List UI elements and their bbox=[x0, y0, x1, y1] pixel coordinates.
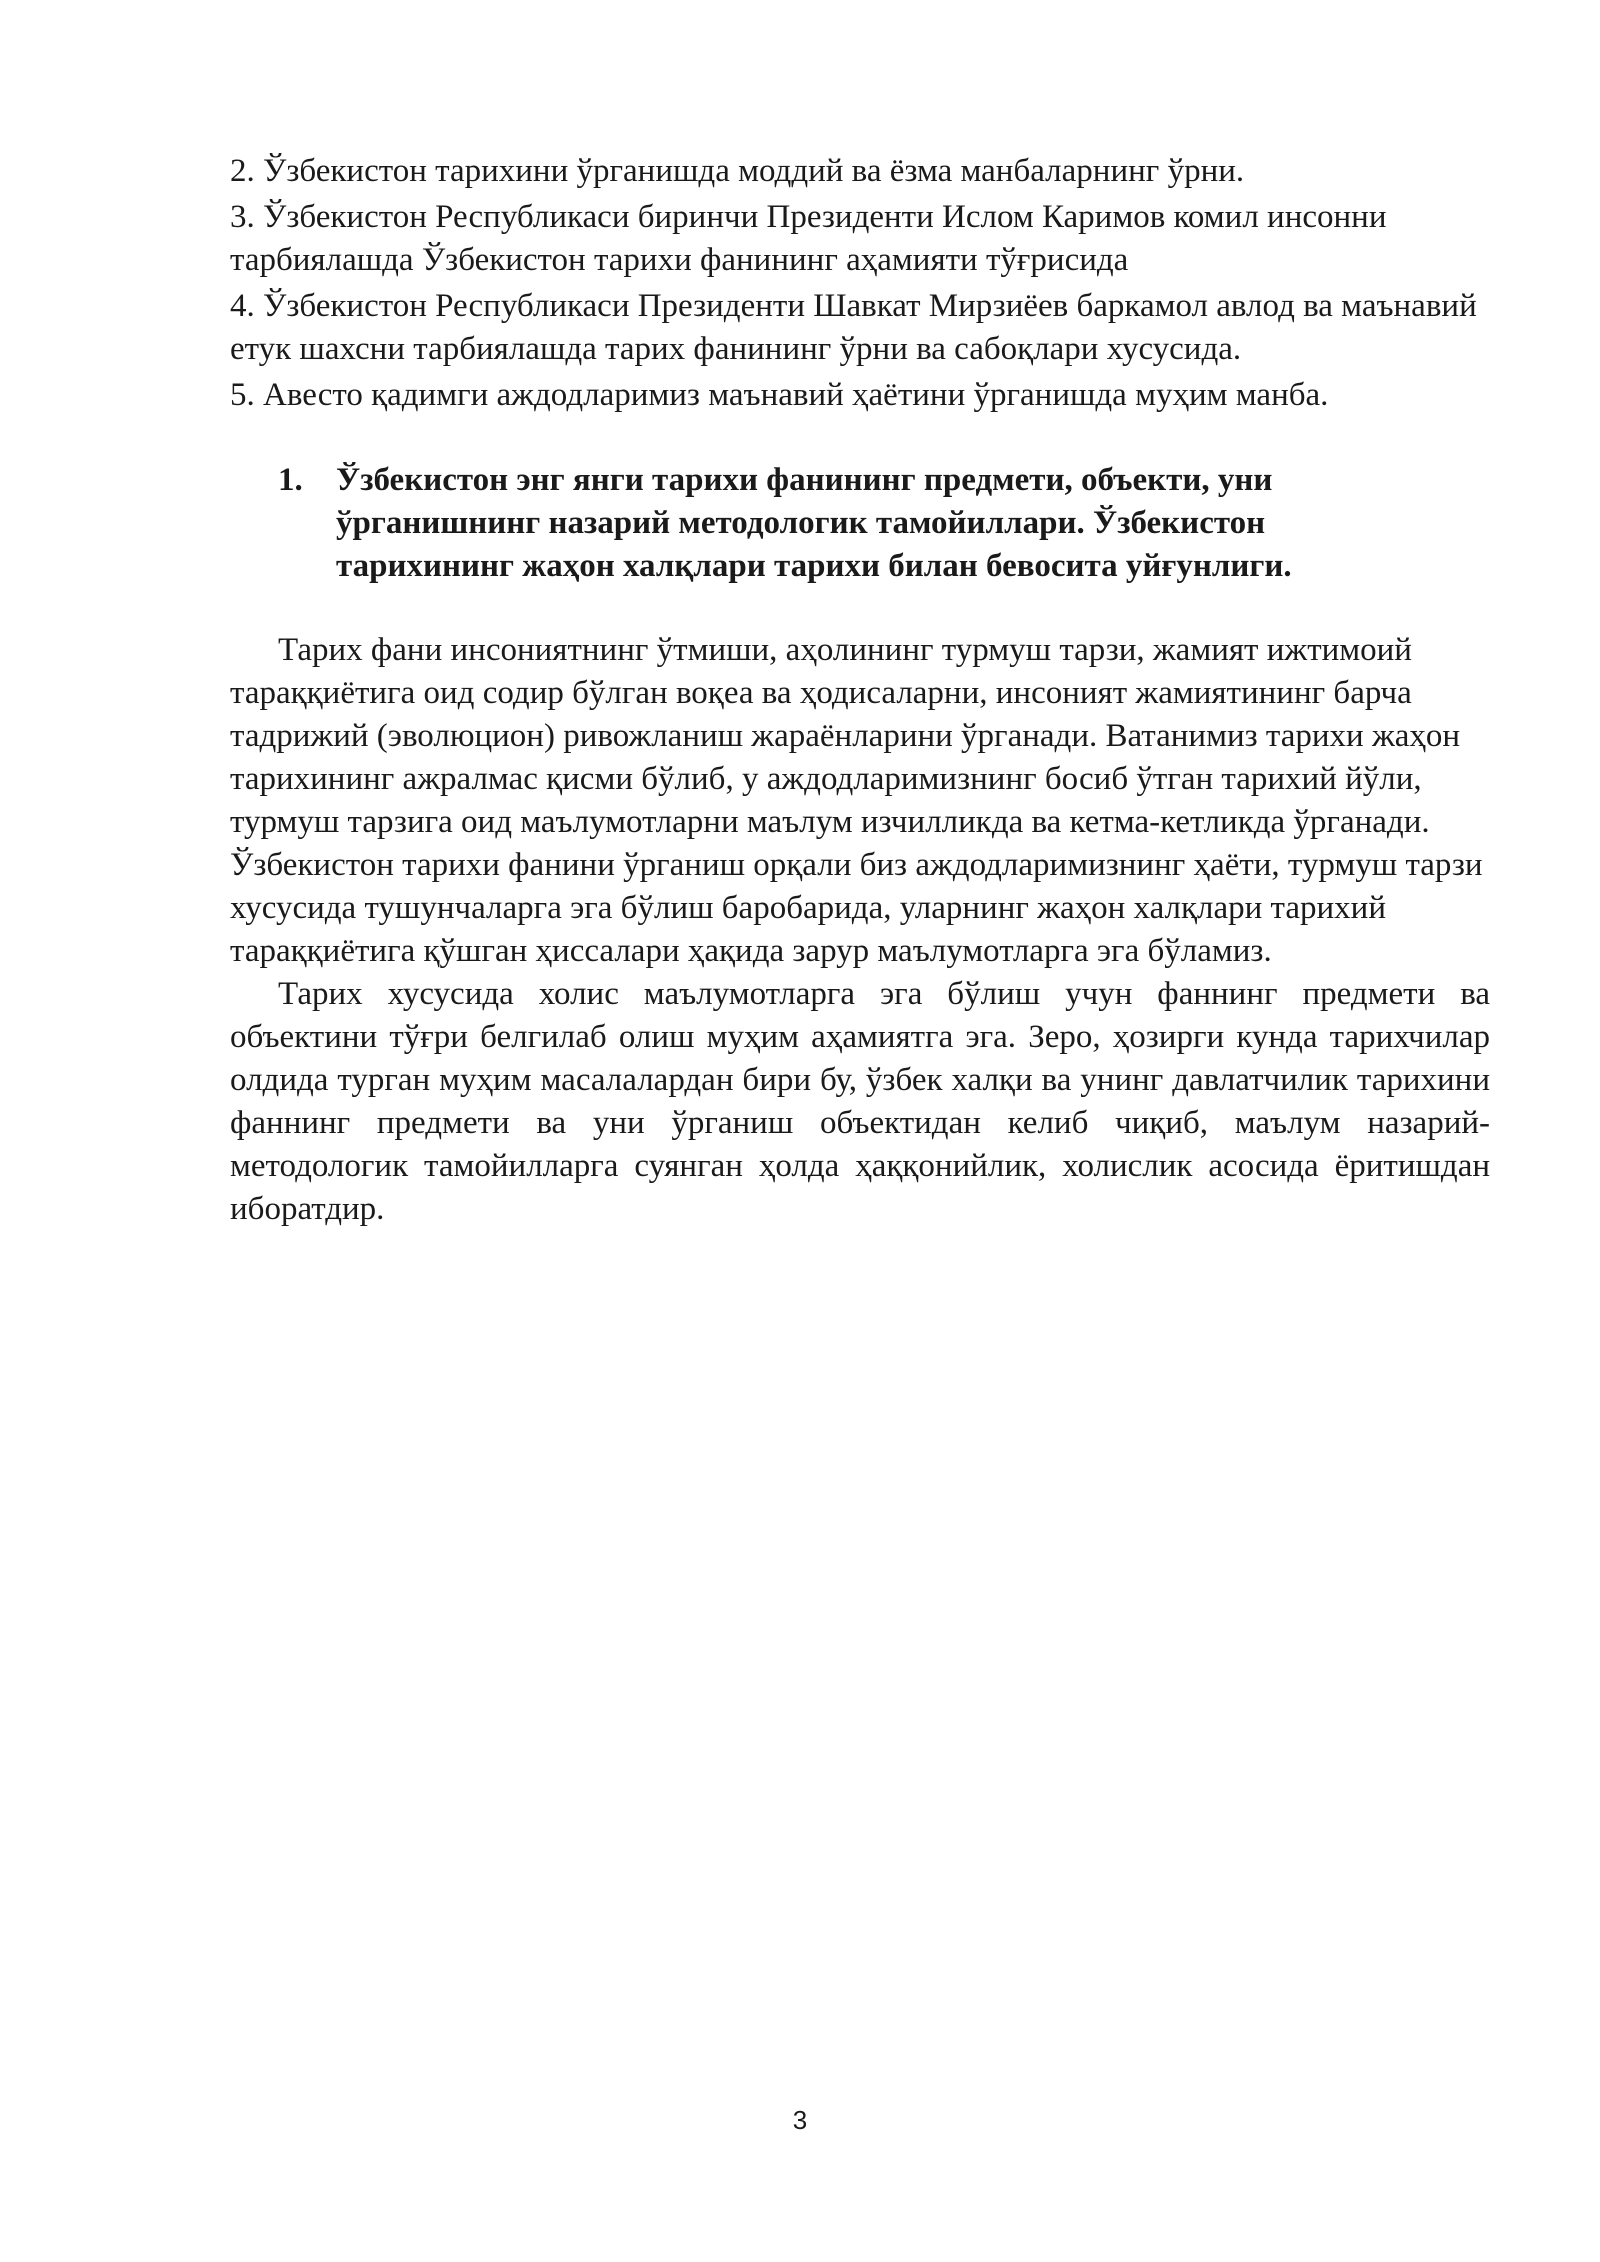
section-heading-number: 1. bbox=[278, 462, 303, 498]
section-heading-text: Ўзбекистон энг янги тарихи фанининг предмети, объекти, уни ўрганишнинг назарий методологик тамойиллари. Ўзбекистон тарихининг жаҳон халқлари тарихи билан бевосита уйғунлиги. bbox=[336, 462, 1292, 584]
section-heading bbox=[278, 459, 1490, 588]
body-paragraph: Тарих хусусида холис маълумотларга эга бўлиш учун фаннинг предмети ва объектини тўғри белгилаб олиш муҳим аҳамиятга эга. Зеро, ҳозирги кунда тарихчилар олдида турган муҳим масалалардан бири бу, ўзбек халқи ва унинг давлатчилик тарихини фаннинг предмети ва уни ўрганиш объектидан келиб чиқиб, маълум назарий-методологик тамойилларга суянган ҳолда ҳаққонийлик, холислик асосида ёритишдан иборатдир. bbox=[230, 976, 1490, 1227]
list-item: 3. Ўзбекистон Республикаси биринчи Президенти Ислом Каримов комил инсонни тарбиялашда Ўзбекистон тарихи фанининг аҳамияти тўғрисида bbox=[230, 199, 1387, 278]
page-number: 3 bbox=[792, 2105, 808, 2135]
list-item: 5. Авесто қадимги аждодларимиз маънавий ҳаётини ўрганишда муҳим манба. bbox=[230, 377, 1329, 413]
page-content bbox=[230, 150, 1490, 1231]
list-item: 4. Ўзбекистон Республикаси Президенти Шавкат Мирзиёев баркамол авлод ва маънавий етук шахсни тарбиялашда тарих фанининг ўрни ва сабоқлари хусусида. bbox=[230, 288, 1477, 367]
list-item: 2. Ўзбекистон тарихини ўрганишда моддий ва ёзма манбаларнинг ўрни. bbox=[230, 153, 1245, 189]
body-paragraph: Тарих фани инсониятнинг ўтмиши, аҳолининг турмуш тарзи, жамият ижтимоий тараққиётига оид содир бўлган воқеа ва ҳодисаларни, инсоният жамиятининг барча тадрижий (эволюцион) ривожланиш жараёнларини ўрганади. Ватанимиз тарихи жаҳон тарихининг ажралмас қисми бўлиб, у аждодларимизнинг босиб ўтган тарихий йўли, турмуш тарзига оид маълумотларни маълум изчилликда ва кетма-кетликда ўрганади. Ўзбекистон тарихи фанини ўрганиш орқали биз аждодларимизнинг ҳаёти, турмуш тарзи хусусида тушунчаларга эга бўлиш баробарида, уларнинг жаҳон халқлари тарихий тараққиётига қўшган ҳиссалари ҳақида зарур маълумотларга эга бўламиз. bbox=[230, 632, 1483, 969]
